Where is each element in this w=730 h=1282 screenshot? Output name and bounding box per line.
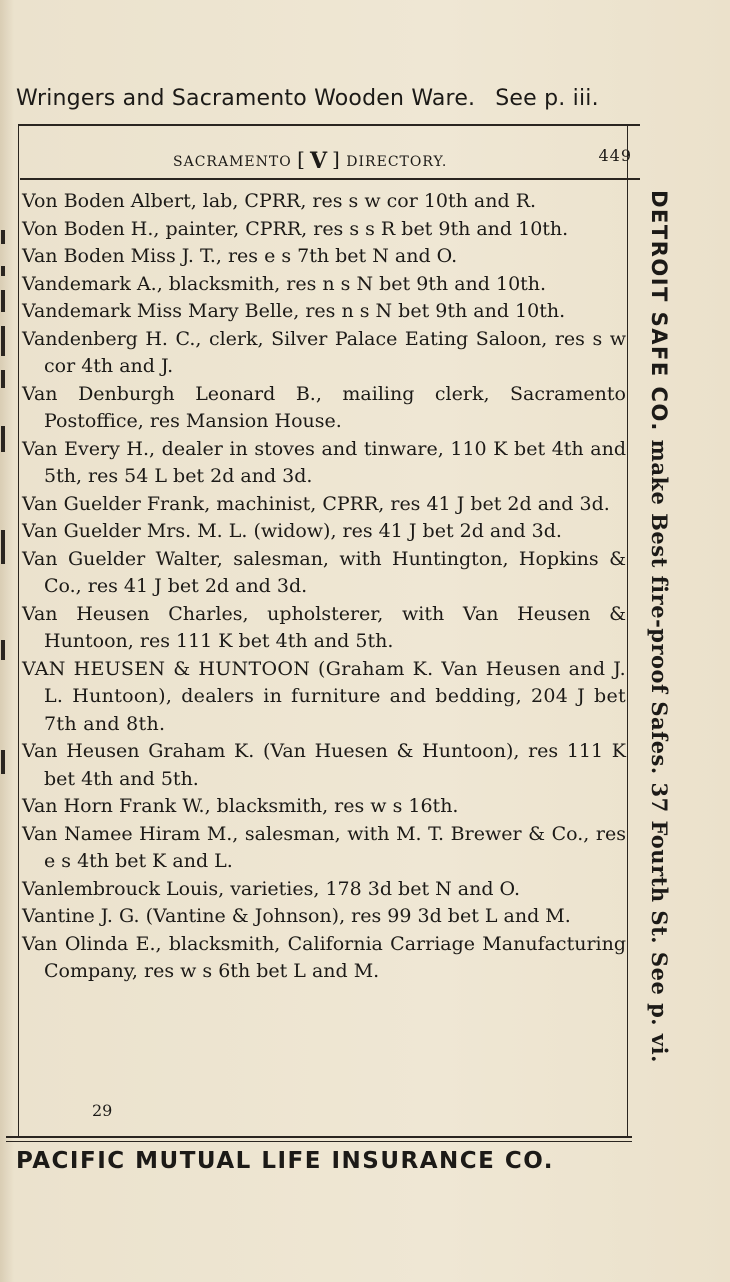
directory-entry: Van Horn Frank W., blacksmith, res w s 16th. (22, 795, 459, 817)
directory-entry: Van Guelder Frank, machinist, CPRR, res 41 J bet 2d and 3d. (22, 492, 610, 515)
directory-entry: Van Heusen Graham K. (Van Huesen & Huntoon), res 111 K bet 4th and 5th. (22, 740, 626, 790)
bottom-rule-thin (6, 1141, 632, 1142)
bracket-left: [ (297, 147, 306, 171)
running-header (18, 144, 636, 174)
directory-entry: Van Every H., dealer in stoves and tinware, 110 K bet 4th and 5th, res 54 L bet 2d and 3d. (22, 437, 626, 487)
directory-entry: Vanlembrouck Louis, varieties, 178 3d bet N and O. (22, 877, 521, 900)
left-rule (18, 124, 19, 1136)
directory-entry: Vandenberg H. C., clerk, Silver Palace Eating Saloon, res s w cor 4th and J. (22, 327, 626, 377)
directory-entry: Vandemark A., blacksmith, res n s N bet 9th and 10th. (22, 272, 547, 295)
directory-entry: Von Boden Albert, lab, CPRR, res s w cor 10th and R. (22, 190, 537, 212)
directory-entry: Van Olinda E., blacksmith, California Carriage Manufacturing Company, res w s 6th bet L and M. (22, 932, 626, 982)
directory-entry: Vandemark Miss Mary Belle, res n s N bet 9th and 10th. (22, 300, 566, 322)
binding-edge (0, 230, 8, 790)
top-rule (18, 124, 640, 126)
directory-entry: Van Namee Hiram M., salesman, with M. T. Brewer & Co., res e s 4th bet K and L. (22, 822, 626, 872)
directory-entry: Van Denburgh Leonard B., mailing clerk, Sacramento Postoffice, res Mansion House. (22, 382, 626, 432)
top-ad-text: Wringers and Sacramento Wooden Ware. (16, 86, 476, 111)
header-city: SACRAMENTO (173, 154, 292, 170)
header-letter: V (309, 148, 329, 174)
directory-entry: Van Heusen Charles, upholsterer, with Van Heusen & Huntoon, res 111 K bet 4th and 5th. (22, 602, 626, 652)
directory-entry: Von Boden H., painter, CPRR, res s s R bet 9th and 10th. (22, 217, 569, 240)
header-directory: DIRECTORY. (346, 154, 448, 170)
header-rule (20, 178, 640, 180)
directory-entry: Van Guelder Walter, salesman, with Huntington, Hopkins & Co., res 41 J bet 2d and 3d. (22, 547, 626, 597)
side-ad-brand: DETROIT SAFE CO. (646, 189, 671, 432)
top-ad-see: See p. iii. (495, 86, 599, 111)
bottom-rule (6, 1136, 632, 1138)
signature-mark: 29 (92, 1101, 113, 1120)
directory-entry: Van Boden Miss J. T., res e s 7th bet N and O. (22, 245, 458, 267)
directory-entry: VAN HEUSEN & HUNTOON (Graham K. Van Heusen and J. L. Huntoon), dealers in furniture and bedding, 204 J bet 7th and 8th. (22, 657, 626, 735)
bottom-advertisement: PACIFIC MUTUAL LIFE INSURANCE CO. (16, 1148, 555, 1174)
side-advertisement (630, 166, 688, 1086)
directory-entries (20, 188, 626, 986)
directory-entry: Vantine J. G. (Vantine & Johnson), res 99 3d bet L and M. (22, 905, 571, 927)
side-ad-text: make Best fire-proof Safes. 37 Fourth St. (646, 439, 672, 944)
right-rule (627, 124, 628, 1136)
top-advertisement (16, 86, 656, 111)
directory-entry: Van Guelder Mrs. M. L. (widow), res 41 J bet 2d and 3d. (22, 520, 562, 542)
page-number: 449 (598, 146, 632, 165)
bracket-right: ] (332, 147, 341, 171)
side-ad-see: See p. vi. (646, 951, 672, 1063)
